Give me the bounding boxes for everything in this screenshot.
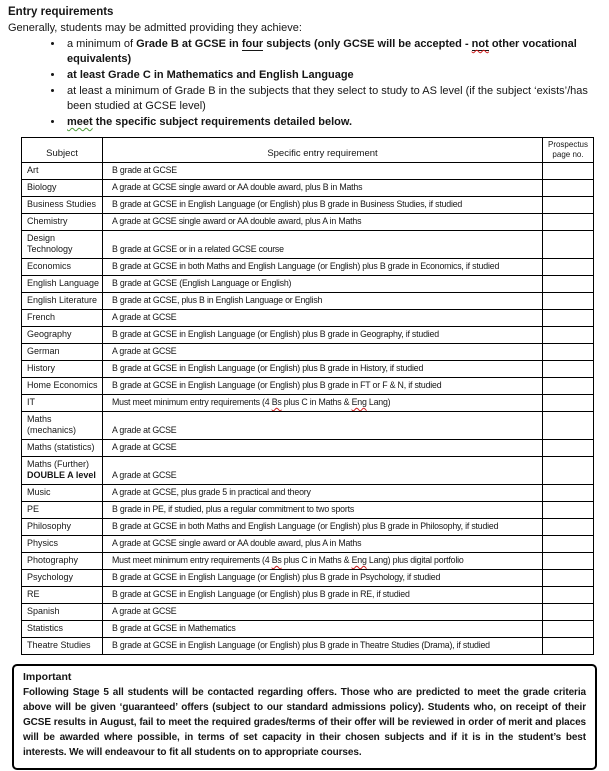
text-segment: other vocational equivalents) xyxy=(67,38,577,65)
table-row xyxy=(22,536,594,553)
subject-line: PE xyxy=(27,504,40,514)
text-segment: subjects (only GCSE will be accepted - xyxy=(263,38,472,50)
prospectus-cell xyxy=(543,231,594,259)
text-segment: A grade at GCSE single award or AA double award, plus A in Maths xyxy=(112,216,362,226)
subject-line: Maths (statistics) xyxy=(27,442,95,452)
intro-text: Generally, students may be admitted providing they achieve: xyxy=(8,22,302,34)
requirement-cell xyxy=(103,621,543,638)
requirement-cell xyxy=(103,310,543,327)
bullet-item xyxy=(64,115,599,130)
requirement-cell xyxy=(103,163,543,180)
prospectus-cell xyxy=(543,180,594,197)
table-row xyxy=(22,231,594,259)
bullet-item xyxy=(64,84,599,114)
subject-cell xyxy=(22,457,103,485)
column-header-subject: Subject xyxy=(22,138,103,163)
important-notice-box xyxy=(12,664,597,770)
subject-cell xyxy=(22,604,103,621)
prospectus-cell xyxy=(543,604,594,621)
prospectus-cell xyxy=(543,536,594,553)
subject-cell xyxy=(22,621,103,638)
subject-cell xyxy=(22,485,103,502)
text-segment: B grade at GCSE in English Language (or English) plus B grade in Geography, if studied xyxy=(112,329,439,339)
text-segment: plus C in Maths & xyxy=(281,397,352,407)
subject-line: Psychology xyxy=(27,572,74,582)
subject-cell xyxy=(22,293,103,310)
text-segment: A grade at GCSE xyxy=(112,346,177,356)
subject-line: Physics xyxy=(27,538,59,548)
subject-line: Philosophy xyxy=(27,521,72,531)
requirements-bullet-list xyxy=(8,37,599,130)
table-row xyxy=(22,570,594,587)
subject-line: History xyxy=(27,363,56,373)
bullet-item xyxy=(64,37,599,67)
requirement-cell xyxy=(103,457,543,485)
prospectus-header-line2: page no. xyxy=(552,150,584,159)
subject-line: Maths xyxy=(27,414,52,424)
subject-cell xyxy=(22,276,103,293)
text-segment: Lang) plus digital portfolio xyxy=(366,555,464,565)
subject-cell xyxy=(22,163,103,180)
subject-cell xyxy=(22,536,103,553)
table-row xyxy=(22,457,594,485)
table-row xyxy=(22,197,594,214)
subject-line: Maths (Further) xyxy=(27,459,90,469)
table-row xyxy=(22,327,594,344)
subject-line: Statistics xyxy=(27,623,64,633)
prospectus-cell xyxy=(543,485,594,502)
text-segment: A grade at GCSE xyxy=(112,606,177,616)
prospectus-cell xyxy=(543,327,594,344)
requirement-cell xyxy=(103,536,543,553)
text-segment: at least Grade C in Mathematics and English Language xyxy=(67,69,354,81)
requirement-cell xyxy=(103,412,543,440)
column-header-requirement: Specific entry requirement xyxy=(103,138,543,163)
table-row xyxy=(22,604,594,621)
subject-line: Biology xyxy=(27,182,57,192)
text-segment: B grade in PE, if studied, plus a regular commitment to two sports xyxy=(112,504,355,514)
prospectus-cell xyxy=(543,361,594,378)
subject-line: Spanish xyxy=(27,606,60,616)
text-segment: A grade at GCSE xyxy=(112,442,177,452)
text-segment: a minimum of xyxy=(67,38,137,50)
subject-line: (mechanics) xyxy=(27,425,77,435)
text-segment: B grade at GCSE, plus B in English Language or English xyxy=(112,295,323,305)
prospectus-cell xyxy=(543,519,594,536)
requirement-cell xyxy=(103,553,543,570)
important-title: Important xyxy=(23,671,72,683)
subject-cell xyxy=(22,344,103,361)
subject-cell xyxy=(22,587,103,604)
text-segment: the specific subject requirements detailed below. xyxy=(92,116,353,128)
prospectus-cell xyxy=(543,587,594,604)
subject-cell xyxy=(22,502,103,519)
prospectus-cell xyxy=(543,440,594,457)
subject-line: RE xyxy=(27,589,40,599)
requirement-cell xyxy=(103,587,543,604)
prospectus-cell xyxy=(543,378,594,395)
text-segment: A grade at GCSE xyxy=(112,312,177,322)
subject-cell xyxy=(22,519,103,536)
text-segment: B grade at GCSE xyxy=(112,165,177,175)
subject-line: Home Economics xyxy=(27,380,98,390)
subject-cell xyxy=(22,440,103,457)
requirement-cell xyxy=(103,276,543,293)
text-segment: B grade at GCSE in English Language (or English) plus B grade in RE, if studied xyxy=(112,589,410,599)
requirement-cell xyxy=(103,519,543,536)
table-row xyxy=(22,519,594,536)
table-row xyxy=(22,553,594,570)
subject-line: Music xyxy=(27,487,51,497)
table-row xyxy=(22,163,594,180)
important-body: Following Stage 5 all students will be contacted regarding offers. Those who are predicted to meet the grade criteria above will be given ‘guaranteed’ offers (subject to our standard admissions policy). Students who, on receipt of their GCSE results in August, fail to meet the required grades/terms of their offer will be reviewed in order of merit and places will be awarded where possible, in terms of set capacity in their chosen subjects and if it is in the student’s best interests. We will endeavour to fit all students on to appropriate courses. xyxy=(23,687,586,758)
prospectus-cell xyxy=(543,214,594,231)
text-segment: B grade at GCSE in English Language (or English) plus B grade in Theatre Studies (Drama), if studied xyxy=(112,640,490,650)
requirement-cell xyxy=(103,638,543,655)
subject-line: Technology xyxy=(27,244,73,254)
prospectus-cell xyxy=(543,259,594,276)
prospectus-cell xyxy=(543,553,594,570)
text-segment: Must meet minimum entry requirements (4 xyxy=(112,555,272,565)
subject-cell xyxy=(22,395,103,412)
subject-cell xyxy=(22,570,103,587)
prospectus-cell xyxy=(543,276,594,293)
entry-requirements-table xyxy=(21,137,594,655)
text-segment: A grade at GCSE single award or AA double award, plus B in Maths xyxy=(112,182,363,192)
table-header-row xyxy=(22,138,594,163)
table-row xyxy=(22,440,594,457)
requirement-cell xyxy=(103,440,543,457)
text-segment: A grade at GCSE xyxy=(112,425,177,435)
bullet-item xyxy=(64,68,599,83)
text-segment: A grade at GCSE, plus grade 5 in practical and theory xyxy=(112,487,311,497)
text-segment: Must meet minimum entry requirements (4 xyxy=(112,397,272,407)
requirement-cell xyxy=(103,214,543,231)
subject-line: Theatre Studies xyxy=(27,640,91,650)
subject-line: English Language xyxy=(27,278,100,288)
requirement-cell xyxy=(103,259,543,276)
subject-line: French xyxy=(27,312,56,322)
table-row xyxy=(22,621,594,638)
text-segment: B grade at GCSE in English Language (or English) plus B grade in Psychology, if studied xyxy=(112,572,441,582)
table-row xyxy=(22,485,594,502)
text-segment: Eng xyxy=(351,397,367,407)
subject-line: English Literature xyxy=(27,295,98,305)
page-title: Entry requirements xyxy=(8,6,114,18)
requirement-cell xyxy=(103,231,543,259)
prospectus-cell xyxy=(543,310,594,327)
subject-cell xyxy=(22,361,103,378)
column-header-prospectus xyxy=(543,138,594,163)
text-segment: Bs xyxy=(271,555,282,565)
prospectus-cell xyxy=(543,621,594,638)
subject-line: German xyxy=(27,346,60,356)
prospectus-cell xyxy=(543,457,594,485)
prospectus-cell xyxy=(543,293,594,310)
requirement-cell xyxy=(103,570,543,587)
table-row xyxy=(22,412,594,440)
table-row xyxy=(22,259,594,276)
prospectus-cell xyxy=(543,197,594,214)
table-row xyxy=(22,214,594,231)
subject-cell xyxy=(22,231,103,259)
subject-line: Art xyxy=(27,165,39,175)
text-segment: B grade at GCSE in English Language (or English) plus B grade in Business Studies, if studied xyxy=(112,199,463,209)
table-row xyxy=(22,502,594,519)
requirement-cell xyxy=(103,395,543,412)
text-segment: A grade at GCSE xyxy=(112,470,177,480)
prospectus-header-line1: Prospectus xyxy=(547,140,589,149)
text-segment: B grade at GCSE in Mathematics xyxy=(112,623,236,633)
subject-line: Photography xyxy=(27,555,79,565)
subject-cell xyxy=(22,310,103,327)
subject-line: DOUBLE A level xyxy=(27,470,96,480)
subject-cell xyxy=(22,197,103,214)
subject-cell xyxy=(22,327,103,344)
subject-cell xyxy=(22,378,103,395)
table-row xyxy=(22,638,594,655)
text-segment: four xyxy=(241,38,264,50)
text-segment: not xyxy=(471,38,489,50)
requirement-cell xyxy=(103,180,543,197)
text-segment: at least a minimum of Grade B in the subjects that they select to study to AS level (if the subject ‘exists’/has been studied at GCSE level) xyxy=(67,85,588,112)
table-row xyxy=(22,378,594,395)
requirement-cell xyxy=(103,197,543,214)
prospectus-cell xyxy=(543,412,594,440)
text-segment: Bs xyxy=(271,397,282,407)
table-row xyxy=(22,361,594,378)
subject-line: Economics xyxy=(27,261,72,271)
text-segment: plus C in Maths & xyxy=(281,555,352,565)
subject-line: Geography xyxy=(27,329,72,339)
text-segment: Eng xyxy=(351,555,367,565)
prospectus-cell xyxy=(543,638,594,655)
table-body xyxy=(22,163,594,655)
subject-cell xyxy=(22,412,103,440)
requirement-cell xyxy=(103,485,543,502)
table-row xyxy=(22,587,594,604)
table-row xyxy=(22,395,594,412)
requirement-cell xyxy=(103,293,543,310)
prospectus-cell xyxy=(543,395,594,412)
table-row xyxy=(22,310,594,327)
table-row xyxy=(22,293,594,310)
subject-cell xyxy=(22,180,103,197)
text-segment: B grade at GCSE in English Language (or English) plus B grade in History, if studied xyxy=(112,363,424,373)
subject-cell xyxy=(22,553,103,570)
table-row xyxy=(22,276,594,293)
table-row xyxy=(22,180,594,197)
requirement-cell xyxy=(103,604,543,621)
subject-line: Business Studies xyxy=(27,199,97,209)
subject-cell xyxy=(22,214,103,231)
subject-cell xyxy=(22,259,103,276)
subject-line: Chemistry xyxy=(27,216,68,226)
text-segment: B grade at GCSE or in a related GCSE course xyxy=(112,244,284,254)
requirement-cell xyxy=(103,327,543,344)
subject-cell xyxy=(22,638,103,655)
text-segment: Lang) xyxy=(366,397,391,407)
subject-line: Design xyxy=(27,233,56,243)
text-segment: B grade at GCSE in both Maths and English Language (or English) plus B grade in Economics, if studied xyxy=(112,261,500,271)
text-segment: B grade at GCSE (English Language or English) xyxy=(112,278,292,288)
subject-line: IT xyxy=(27,397,35,407)
text-segment: meet xyxy=(67,116,93,128)
table-row xyxy=(22,344,594,361)
text-segment: Grade B at GCSE in xyxy=(136,38,242,50)
text-segment: B grade at GCSE in English Language (or English) plus B grade in FT or F & N, if studied xyxy=(112,380,442,390)
prospectus-cell xyxy=(543,570,594,587)
requirement-cell xyxy=(103,361,543,378)
text-segment: B grade at GCSE in both Maths and English Language (or English) plus B grade in Philosophy, if studied xyxy=(112,521,499,531)
prospectus-cell xyxy=(543,502,594,519)
text-segment: A grade at GCSE single award or AA double award, plus A in Maths xyxy=(112,538,362,548)
requirement-cell xyxy=(103,378,543,395)
prospectus-cell xyxy=(543,344,594,361)
requirement-cell xyxy=(103,344,543,361)
header-section xyxy=(0,0,609,130)
requirement-cell xyxy=(103,502,543,519)
prospectus-cell xyxy=(543,163,594,180)
